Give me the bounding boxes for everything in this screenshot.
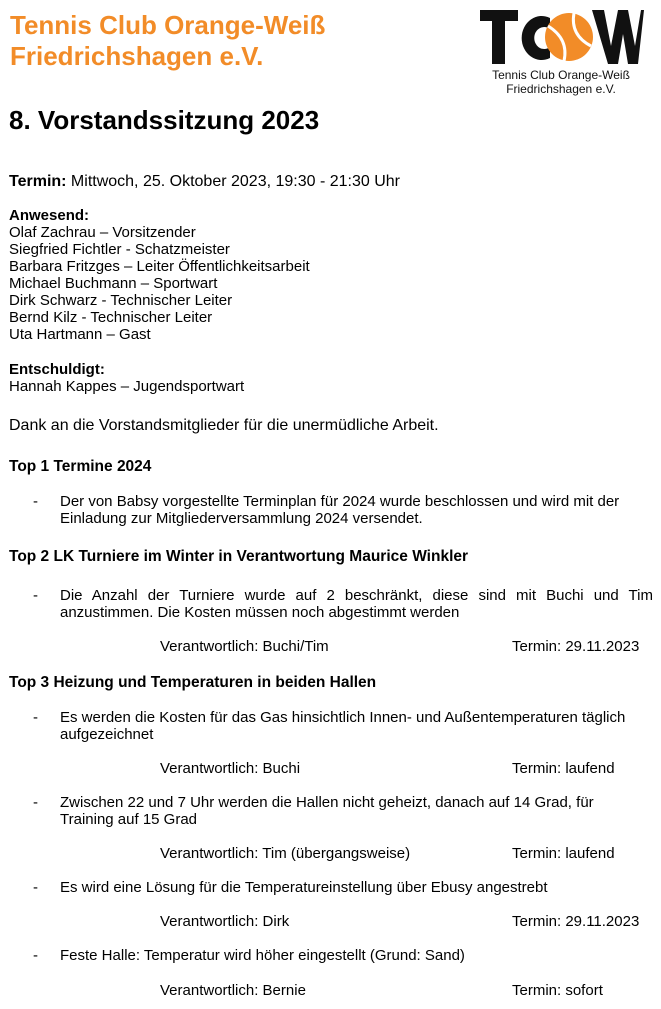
club-name <box>10 10 325 72</box>
deadline: Termin: 29.11.2023 <box>512 638 640 655</box>
anwesend-label: Anwesend: <box>9 207 90 224</box>
top1-item-line1: Der von Babsy vorgestellte Terminplan für 2024 wurde beschlossen und wird mit der <box>60 493 620 510</box>
top1-item-line2: Einladung zur Mitgliederversammlung 2024 versendet. <box>60 510 423 527</box>
responsible: Verantwortlich: Tim (übergangsweise) <box>160 845 411 862</box>
attendee-item: Dirk Schwarz - Technischer Leiter <box>9 292 233 309</box>
responsible: Verantwortlich: Buchi/Tim <box>160 638 329 655</box>
deadline: Termin: laufend <box>512 845 615 862</box>
entschuldigt-label: Entschuldigt: <box>9 361 105 378</box>
logo-letters-tcow <box>478 6 644 68</box>
list-bullet: - <box>33 947 38 964</box>
list-bullet: - <box>33 709 38 726</box>
top2-heading: Top 2 LK Turniere im Winter in Verantwortung Maurice Winkler <box>9 548 469 565</box>
thanks-note: Dank an die Vorstandsmitglieder für die unermüdliche Arbeit. <box>9 417 439 434</box>
deadline: Termin: 29.11.2023 <box>512 913 640 930</box>
logo-caption-line1: Tennis Club Orange-Weiß <box>492 68 630 82</box>
meeting-termin <box>9 173 400 190</box>
logo-letters-text: TCOW <box>478 6 482 7</box>
top1-heading: Top 1 Termine 2024 <box>9 458 152 475</box>
attendee-item: Siegfried Fichtler - Schatzmeister <box>9 241 230 258</box>
top3-item1-line2: aufgezeichnet <box>60 726 154 743</box>
top3-item1-line1: Es werden die Kosten für das Gas hinsichtlich Innen- und Außentemperaturen täglich <box>60 709 626 726</box>
deadline: Termin: sofort <box>512 982 603 999</box>
club-logo <box>478 6 644 100</box>
page-title: 8. Vorstandssitzung 2023 <box>9 105 320 135</box>
top3-item3-line1: Es wird eine Lösung für die Temperatureinstellung über Ebusy angestrebt <box>60 879 548 896</box>
responsible: Verantwortlich: Bernie <box>160 982 306 999</box>
list-bullet: - <box>33 493 38 510</box>
attendee-item: Barbara Fritzges – Leiter Öffentlichkeitsarbeit <box>9 258 310 275</box>
top3-item4-line1: Feste Halle: Temperatur wird höher eingestellt (Grund: Sand) <box>60 947 465 964</box>
termin-label: Termin: <box>9 173 67 190</box>
logo-caption-line2: Friedrichshagen e.V. <box>506 82 616 96</box>
list-bullet: - <box>33 794 38 811</box>
deadline: Termin: laufend <box>512 760 615 777</box>
top2-item-line2: anzustimmen. Die Kosten müssen noch abgestimmt werden <box>60 604 460 621</box>
attendee-item: Michael Buchmann – Sportwart <box>9 275 218 292</box>
attendee-item: Olaf Zachrau – Vorsitzender <box>9 224 196 241</box>
top3-item2-line2: Training auf 15 Grad <box>60 811 198 828</box>
responsible: Verantwortlich: Buchi <box>160 760 301 777</box>
club-name-line2: Friedrichshagen e.V. <box>10 41 264 71</box>
termin-value: Mittwoch, 25. Oktober 2023, 19:30 - 21:30 Uhr <box>66 173 400 190</box>
top3-heading: Top 3 Heizung und Temperaturen in beiden Hallen <box>9 674 377 691</box>
attendee-item: Bernd Kilz - Technischer Leiter <box>9 309 213 326</box>
list-bullet: - <box>33 879 38 896</box>
top3-item2-line1: Zwischen 22 und 7 Uhr werden die Hallen nicht geheizt, danach auf 14 Grad, für <box>60 794 594 811</box>
excused-item: Hannah Kappes – Jugendsportwart <box>9 378 245 395</box>
attendee-item: Uta Hartmann – Gast <box>9 326 151 343</box>
top2-item-line1: Die Anzahl der Turniere wurde auf 2 beschränkt, diese sind mit Buchi und Tim <box>60 587 653 604</box>
responsible: Verantwortlich: Dirk <box>160 913 290 930</box>
list-bullet: - <box>33 587 38 604</box>
club-name-line1: Tennis Club Orange-Weiß <box>10 10 326 40</box>
